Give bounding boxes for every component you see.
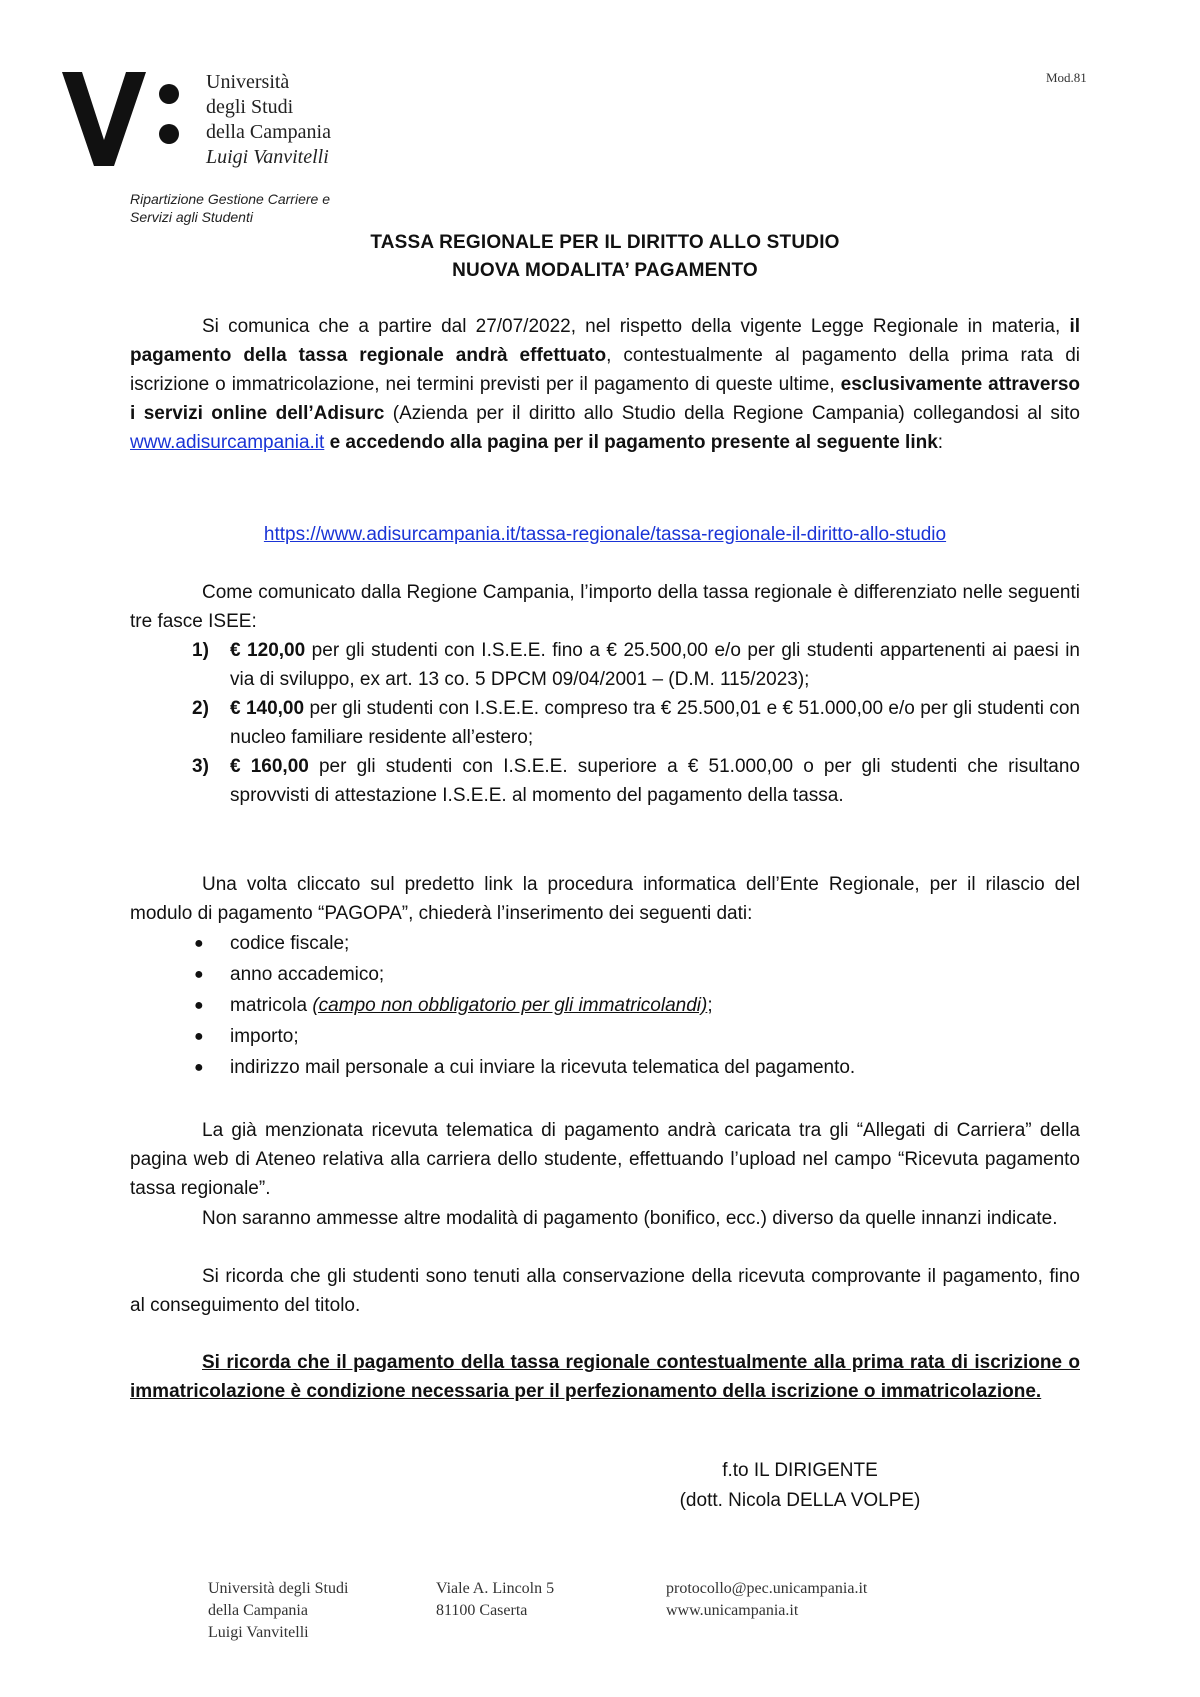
- payment-page-link[interactable]: https://www.adisurcampania.it/tassa-regionale/tassa-regionale-il-diritto-allo-studio: [263, 524, 947, 545]
- intro-text-3: (Azienda per il diritto allo Studio della Regione Campania) collegandosi al sito: [384, 403, 1080, 424]
- bullet-icon: ●: [194, 966, 204, 983]
- fascia-text: per gli studenti con I.S.E.E. fino a € 25.500,00 e/o per gli studenti appartenenti ai paesi in via di sviluppo, ex art. 13 co. 5 DPCM 09/04/2001 – (D.M. 115/2023);: [230, 640, 1080, 690]
- intro-bold-1: il pagamento della tassa regionale andrà effettuato: [130, 316, 1080, 366]
- footer-pec: protocollo@pec.unicampania.it: [666, 1580, 868, 1597]
- intro-bold-2: esclusivamente attraverso i servizi online dell’Adisurc: [130, 374, 1081, 424]
- university-logo: [62, 72, 362, 172]
- adisurc-site-link[interactable]: www.adisurcampania.it: [130, 432, 325, 453]
- bullet-text: indirizzo mail personale a cui inviare la ricevuta telematica del pagamento.: [230, 1057, 856, 1078]
- fascia-amount: € 140,00: [230, 698, 305, 719]
- bullet-icon: ●: [194, 935, 204, 952]
- footer-address: [436, 1578, 554, 1622]
- bullet-icon: ●: [194, 1028, 204, 1045]
- department-name: [130, 190, 430, 226]
- paragraph-conservazione: Si ricorda che gli studenti sono tenuti alla conservazione della ricevuta comprovante il pagamento, fino al conseguimento del titolo.: [130, 1266, 1080, 1316]
- logo-text: [206, 70, 331, 170]
- footer-line: Viale A. Lincoln 5: [436, 1580, 555, 1597]
- footer-line: Luigi Vanvitelli: [208, 1624, 309, 1641]
- paragraph-intro: [130, 312, 1080, 457]
- signature-title: f.to IL DIRIGENTE: [722, 1460, 878, 1481]
- footer-line: della Campania: [208, 1602, 308, 1619]
- footer-website: www.unicampania.it: [666, 1602, 799, 1619]
- v-logo-mark-icon: [62, 72, 202, 168]
- list-item: [130, 636, 1080, 694]
- department-line-1: Ripartizione Gestione Carriere e: [130, 191, 330, 207]
- list-item: [130, 752, 1080, 810]
- form-code: Mod.81: [1046, 70, 1087, 85]
- bullet-tail: ;: [707, 995, 713, 1016]
- footer-university: [208, 1578, 348, 1644]
- footer-line: Università degli Studi: [208, 1580, 349, 1597]
- intro-text: Si comunica che a partire dal 27/07/2022, nel rispetto della vigente Legge Regionale in materia,: [202, 316, 1070, 337]
- list-item: [130, 1021, 1080, 1052]
- bullet-text: matricola: [230, 995, 313, 1016]
- fascia-amount: € 160,00: [230, 756, 309, 777]
- fascia-text: per gli studenti con I.S.E.E. compreso tra € 25.500,01 e € 51.000,00 e/o per gli studenti con nucleo familiare residente all’estero;: [230, 698, 1080, 748]
- intro-bold-3: e accedendo alla pagina per il pagamento presente al seguente link: [324, 432, 938, 453]
- paragraph-procedura: Una volta cliccato sul predetto link la procedura informatica dell’Ente Regionale, per il rilascio del modulo di pagamento “PAGOPA”, chiederà l’inserimento dei seguenti dati:: [130, 874, 1080, 924]
- list-number: 3): [192, 756, 209, 777]
- department-line-2: Servizi agli Studenti: [130, 209, 253, 225]
- list-item: [130, 694, 1080, 752]
- bullet-icon: ●: [194, 1059, 204, 1076]
- bullet-text: codice fiscale;: [230, 933, 350, 954]
- paragraph-upload: La già menzionata ricevuta telematica di pagamento andrà caricata tra gli “Allegati di Carriera” della pagina web di Ateneo relativa alla carriera dello studente, effettuando l’upload nel campo “Ricevuta pagamento tassa regionale”.: [130, 1120, 1080, 1199]
- dati-richiesti-list: [130, 928, 1080, 1083]
- list-item: [130, 928, 1080, 959]
- paragraph-modalita: Non saranno ammesse altre modalità di pagamento (bonifico, ecc.) diverso da quelle innanzi indicate.: [202, 1208, 1058, 1229]
- fasce-isee-list: [130, 636, 1080, 810]
- intro-colon: :: [937, 432, 944, 453]
- logo-line-1: Università: [206, 71, 290, 93]
- list-item: [130, 990, 1080, 1021]
- logo-line-4: Luigi Vanvitelli: [206, 146, 329, 168]
- fascia-text: per gli studenti con I.S.E.E. superiore a € 51.000,00 o per gli studenti che risultano sprovvisti di attestazione I.S.E.E. al momento del pagamento della tassa.: [230, 756, 1080, 806]
- list-item: [130, 959, 1080, 990]
- bullet-icon: ●: [194, 997, 204, 1014]
- footer-line: 81100 Caserta: [436, 1602, 528, 1619]
- document-subtitle: NUOVA MODALITA’ PAGAMENTO: [452, 260, 758, 281]
- signature-name: (dott. Nicola DELLA VOLPE): [679, 1490, 921, 1511]
- logo-line-2: degli Studi: [206, 96, 294, 118]
- paragraph-avviso: Si ricorda che il pagamento della tassa regionale contestualmente alla prima rata di iscrizione o immatricolazione è condizione necessaria per il perfezionamento della iscrizione o immatricolazione.: [130, 1352, 1080, 1402]
- intro-text-2: , contestualmente al pagamento della prima rata di iscrizione o immatricolazione, nei termini previsti per il pagamento di queste ultime,: [130, 345, 1080, 395]
- paragraph-fasce-intro: Come comunicato dalla Regione Campania, l’importo della tassa regionale è differenziato nelle seguenti tre fasce ISEE:: [130, 582, 1080, 632]
- footer-contacts: [666, 1578, 867, 1622]
- bullet-text: anno accademico;: [230, 964, 385, 985]
- fascia-amount: € 120,00: [230, 640, 306, 661]
- logo-line-3: della Campania: [206, 121, 331, 143]
- list-item: [130, 1052, 1080, 1083]
- bullet-text: importo;: [230, 1026, 299, 1047]
- list-number: 2): [192, 698, 209, 719]
- document-title: TASSA REGIONALE PER IL DIRITTO ALLO STUDIO: [370, 232, 840, 253]
- bullet-note: (campo non obbligatorio per gli immatricolandi): [312, 995, 708, 1016]
- list-number: 1): [192, 640, 209, 661]
- payment-link-line: [130, 520, 1080, 549]
